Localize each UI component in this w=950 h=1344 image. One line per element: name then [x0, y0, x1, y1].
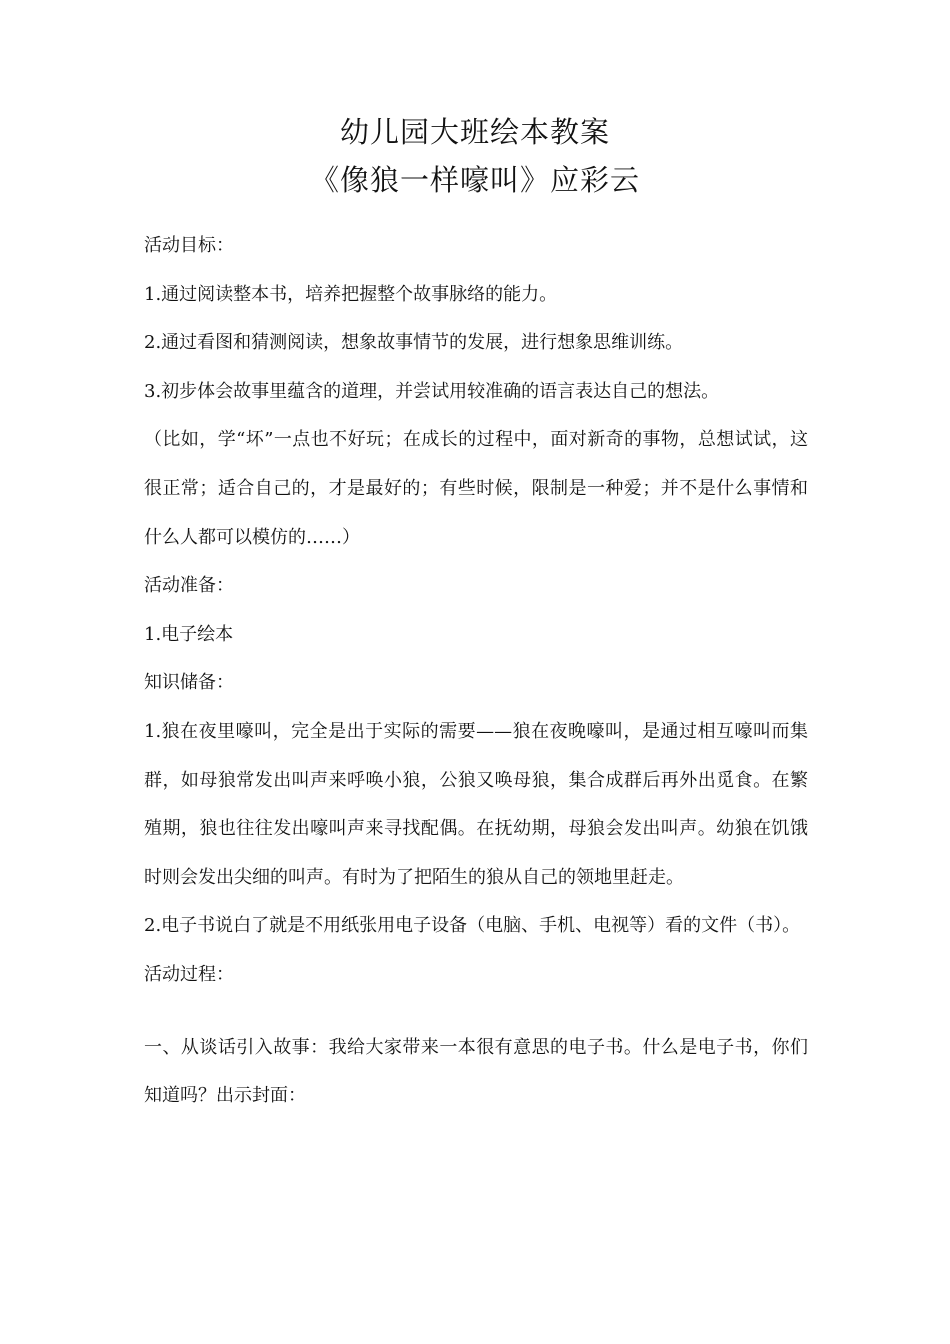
- paragraph-spacer: [144, 1000, 808, 1024]
- document-body: [144, 222, 808, 1121]
- knowledge-item-2: 2.电子书说白了就是不用纸张用电子设备（电脑、手机、电视等）看的文件（书）。: [144, 915, 801, 937]
- section-heading-goals: 活动目标：: [144, 235, 234, 256]
- section-heading-process: 活动过程：: [144, 963, 234, 985]
- section-heading-knowledge: 知识储备：: [144, 672, 234, 694]
- preparation-item-1: 1.电子绘本: [144, 623, 234, 645]
- goal-item-1: 1.通过阅读整本书，培养把握整个故事脉络的能力。: [144, 283, 558, 305]
- goal-examples: （比如，学“坏”一点也不好玩；在成长的过程中，面对新奇的事物，总想试试，这很正常；适合自己的，才是最好的；有些时候，限制是一种爱；并不是什么事情和什么人都可以模仿的……）: [144, 429, 808, 548]
- goal-item-2: 2.通过看图和猜测阅读，想象故事情节的发展，进行想象思维训练。: [144, 332, 684, 354]
- document-subtitle: 《像狼一样嚎叫》应彩云: [309, 163, 640, 197]
- document-title: 幼儿园大班绘本教案: [339, 115, 610, 149]
- knowledge-item-1: 1.狼在夜里嚎叫，完全是出于实际的需要——狼在夜晚嚎叫，是通过相互嚎叫而集群，如母狼常发出叫声来呼唤小狼，公狼又唤母狼，集合成群后再外出觅食。在繁殖期，狼也往往发出嚎叫声来寻找配偶。在抚幼期，母狼会发出叫声。幼狼在饥饿时则会发出尖细的叫声。有时为了把陌生的狼从自己的领地里赶走。: [144, 720, 808, 888]
- section-heading-preparation: 活动准备：: [144, 575, 234, 597]
- process-step-1: 一、从谈话引入故事：我给大家带来一本很有意思的电子书。什么是电子书，你们知道吗？出示封面：: [144, 1036, 808, 1107]
- goal-item-3: 3.初步体会故事里蕴含的道理，并尝试用较准确的语言表达自己的想法。: [144, 380, 720, 402]
